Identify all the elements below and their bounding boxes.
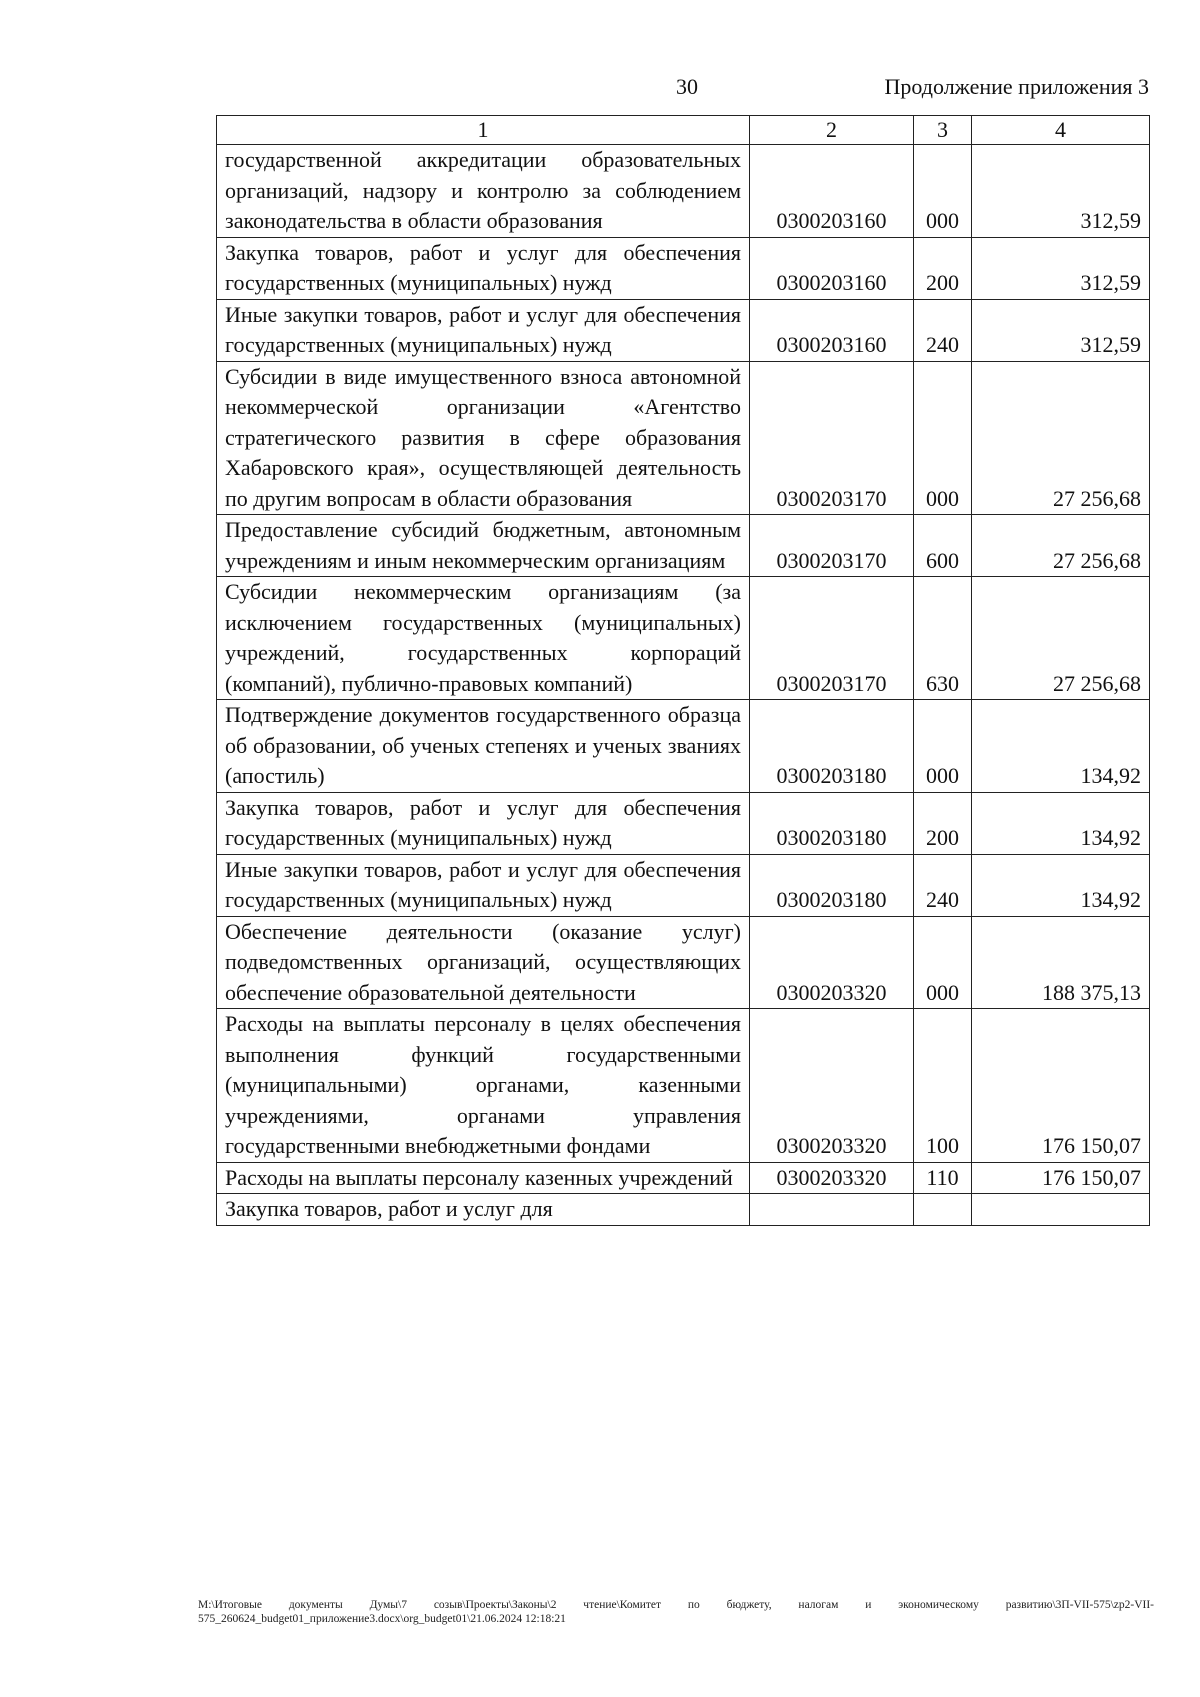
- column-header: 1: [217, 116, 750, 145]
- table-row: [217, 145, 1150, 238]
- amount-cell: 188 375,13: [972, 916, 1150, 1009]
- table-row: [217, 577, 1150, 700]
- column-header: 4: [972, 116, 1150, 145]
- code-cell: 0300203180: [750, 854, 914, 916]
- code-cell: 0300203160: [750, 237, 914, 299]
- table-row: [217, 916, 1150, 1009]
- expense-type-cell: [914, 1194, 972, 1226]
- expense-type-cell: 000: [914, 700, 972, 793]
- code-cell: 0300203160: [750, 145, 914, 238]
- table-row: [217, 854, 1150, 916]
- expense-type-cell: 100: [914, 1009, 972, 1163]
- page-number: 30: [676, 74, 698, 99]
- table-row: [217, 361, 1150, 515]
- code-cell: 0300203180: [750, 700, 914, 793]
- amount-cell: 27 256,68: [972, 515, 1150, 577]
- amount-cell: 312,59: [972, 299, 1150, 361]
- file-path-footer: M:\Итоговые документы Думы\7 созыв\Проекты\Законы\2 чтение\Комитет по бюджету, налогам и экономическому развитию\3П-VII-575\zp2-VII-575_260624_budget01_приложение3.docx\org_budget01\21.06.2024 12:18:21: [198, 1599, 1154, 1625]
- table-row: [217, 299, 1150, 361]
- column-header: 3: [914, 116, 972, 145]
- budget-table: [216, 115, 1150, 1226]
- description-cell: Иные закупки товаров, работ и услуг для обеспечения государственных (муниципальных) нужд: [217, 854, 750, 916]
- code-cell: 0300203320: [750, 1009, 914, 1163]
- description-cell: Закупка товаров, работ и услуг для обеспечения государственных (муниципальных) нужд: [217, 237, 750, 299]
- code-cell: 0300203320: [750, 916, 914, 1009]
- code-cell: 0300203160: [750, 299, 914, 361]
- table-row: [217, 1194, 1150, 1226]
- table-row: [217, 237, 1150, 299]
- table-header-row: [217, 116, 1150, 145]
- amount-cell: 312,59: [972, 145, 1150, 238]
- code-cell: 0300203320: [750, 1162, 914, 1194]
- description-cell: Предоставление субсидий бюджетным, автономным учреждениям и иным некоммерческим организациям: [217, 515, 750, 577]
- expense-type-cell: 110: [914, 1162, 972, 1194]
- amount-cell: 134,92: [972, 700, 1150, 793]
- expense-type-cell: 600: [914, 515, 972, 577]
- description-cell: Закупка товаров, работ и услуг для обеспечения государственных (муниципальных) нужд: [217, 792, 750, 854]
- expense-type-cell: 000: [914, 916, 972, 1009]
- amount-cell: 176 150,07: [972, 1162, 1150, 1194]
- expense-type-cell: 000: [914, 145, 972, 238]
- continuation-title: Продолжение приложения 3: [884, 74, 1149, 99]
- table-row: [217, 700, 1150, 793]
- expense-type-cell: 000: [914, 361, 972, 515]
- table-row: [217, 792, 1150, 854]
- code-cell: [750, 1194, 914, 1226]
- code-cell: 0300203180: [750, 792, 914, 854]
- code-cell: 0300203170: [750, 577, 914, 700]
- expense-type-cell: 240: [914, 854, 972, 916]
- description-cell: государственной аккредитации образовательных организаций, надзору и контролю за соблюдением законодательства в области образования: [217, 145, 750, 238]
- expense-type-cell: 630: [914, 577, 972, 700]
- amount-cell: 27 256,68: [972, 361, 1150, 515]
- code-cell: 0300203170: [750, 515, 914, 577]
- table-row: [217, 515, 1150, 577]
- description-cell: Закупка товаров, работ и услуг для: [217, 1194, 750, 1226]
- description-cell: Иные закупки товаров, работ и услуг для обеспечения государственных (муниципальных) нужд: [217, 299, 750, 361]
- expense-type-cell: 240: [914, 299, 972, 361]
- amount-cell: 134,92: [972, 854, 1150, 916]
- table-row: [217, 1162, 1150, 1194]
- amount-cell: 176 150,07: [972, 1009, 1150, 1163]
- amount-cell: [972, 1194, 1150, 1226]
- description-cell: Расходы на выплаты персоналу в целях обеспечения выполнения функций государственными (муниципальными) органами, казенными учреждениями, органами управления государственными внебюджетными фондами: [217, 1009, 750, 1163]
- description-cell: Субсидии в виде имущественного взноса автономной некоммерческой организации «Агентство стратегического развития в сфере образования Хабаровского края», осуществляющей деятельность по другим вопросам в области образования: [217, 361, 750, 515]
- column-header: 2: [750, 116, 914, 145]
- description-cell: Расходы на выплаты персоналу казенных учреждений: [217, 1162, 750, 1194]
- expense-type-cell: 200: [914, 792, 972, 854]
- amount-cell: 134,92: [972, 792, 1150, 854]
- description-cell: Подтверждение документов государственного образца об образовании, об ученых степенях и ученых званиях (апостиль): [217, 700, 750, 793]
- table-row: [217, 1009, 1150, 1163]
- description-cell: Обеспечение деятельности (оказание услуг) подведомственных организаций, осуществляющих обеспечение образовательной деятельности: [217, 916, 750, 1009]
- amount-cell: 312,59: [972, 237, 1150, 299]
- expense-type-cell: 200: [914, 237, 972, 299]
- amount-cell: 27 256,68: [972, 577, 1150, 700]
- code-cell: 0300203170: [750, 361, 914, 515]
- description-cell: Субсидии некоммерческим организациям (за исключением государственных (муниципальных) учреждений, государственных корпораций (компаний), публично-правовых компаний): [217, 577, 750, 700]
